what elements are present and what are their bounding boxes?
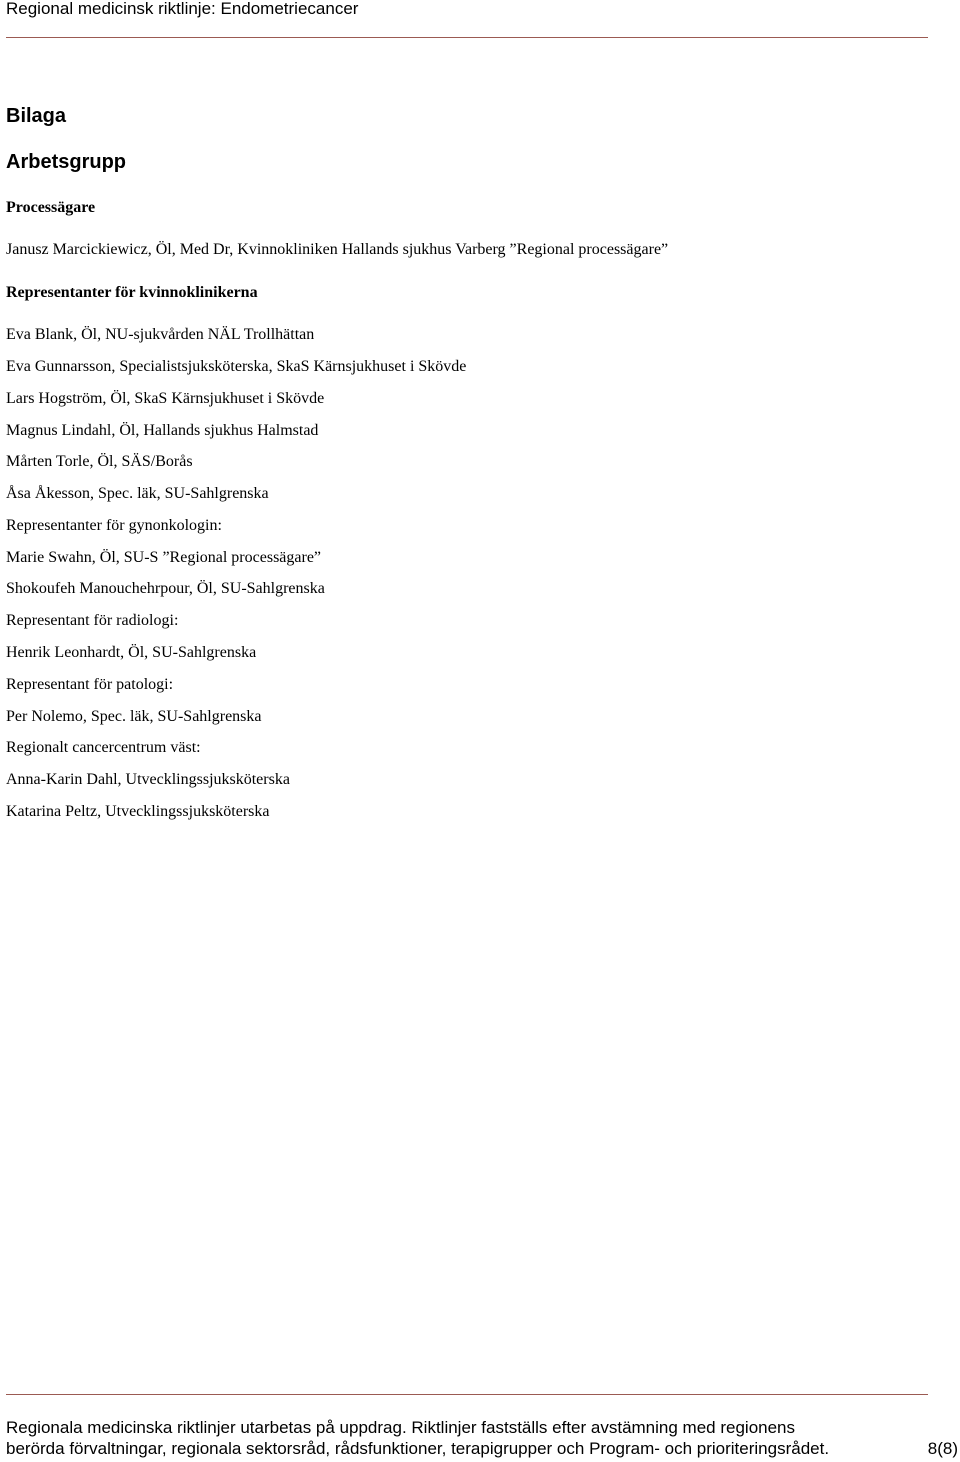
member-line: Eva Gunnarsson, Specialistsjuksköterska, SkaS Kärnsjukhuset i Skövde: [6, 358, 467, 375]
footer-line-2: berörda förvaltningar, regionala sektorsråd, rådsfunktioner, terapigrupper och Program- och prioriteringsrådet.: [6, 1439, 830, 1458]
document-header-title: Regional medicinsk riktlinje: Endometriecancer: [6, 0, 359, 18]
process-owner-entry: Janusz Marcickiewicz, Öl, Med Dr, Kvinnokliniken Hallands sjukhus Varberg ”Regional processägare”: [6, 241, 669, 258]
member-line: Mårten Torle, Öl, SÄS/Borås: [6, 453, 193, 470]
member-line: Henrik Leonhardt, Öl, SU-Sahlgrenska: [6, 644, 257, 661]
member-line: Per Nolemo, Spec. läk, SU-Sahlgrenska: [6, 708, 262, 725]
member-line: Shokoufeh Manouchehrpour, Öl, SU-Sahlgrenska: [6, 580, 325, 597]
footer-line-1: Regionala medicinska riktlinjer utarbetas på uppdrag. Riktlinjer fastställs efter avstämning med regionens: [6, 1418, 796, 1437]
member-line: Magnus Lindahl, Öl, Hallands sjukhus Halmstad: [6, 422, 319, 439]
member-line: Anna-Karin Dahl, Utvecklingssjuksköterska: [6, 771, 290, 788]
group-heading-line: Regionalt cancercentrum väst:: [6, 739, 201, 756]
group-heading-line: Representant för radiologi:: [6, 612, 179, 629]
member-line: Eva Blank, Öl, NU-sjukvården NÄL Trollhättan: [6, 326, 315, 343]
member-line: Åsa Åkesson, Spec. läk, SU-Sahlgrenska: [6, 485, 269, 502]
header-divider: [6, 37, 928, 38]
member-line: Lars Hogström, Öl, SkaS Kärnsjukhuset i Skövde: [6, 390, 325, 407]
section-title: Bilaga: [6, 105, 67, 127]
group-heading-line: Representanter för gynonkologin:: [6, 517, 222, 534]
footer-divider: [6, 1394, 928, 1395]
section-subtitle: Arbetsgrupp: [6, 151, 126, 173]
member-line: Katarina Peltz, Utvecklingssjuksköterska: [6, 803, 270, 820]
group-heading-line: Representant för patologi:: [6, 676, 174, 693]
clinic-representatives-heading: Representanter för kvinnokliniker​na: [6, 284, 258, 301]
member-line: Marie Swahn, Öl, SU-S ”Regional processägare”: [6, 549, 322, 566]
process-owner-heading: Processägare: [6, 199, 96, 216]
page-number: 8(8): [927, 1439, 958, 1458]
